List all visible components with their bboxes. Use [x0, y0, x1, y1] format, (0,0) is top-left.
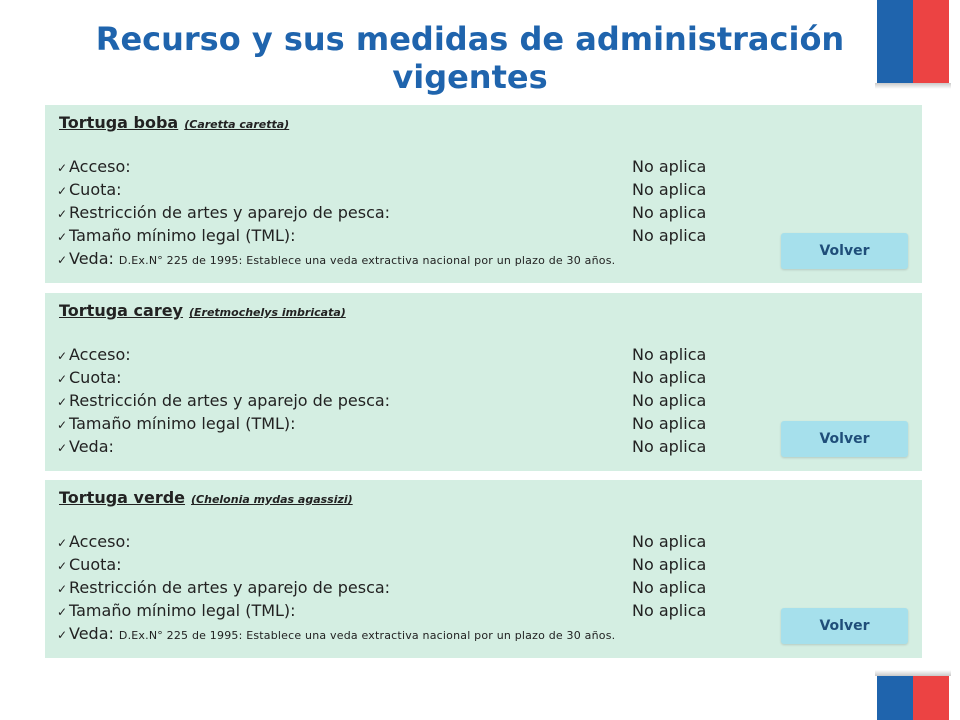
measure-row-veda — [57, 435, 707, 458]
species-panel-tortuga-carey — [45, 293, 922, 471]
measure-value: No aplica — [632, 180, 707, 199]
check-icon: ✓ — [57, 230, 68, 244]
measure-label: Tamaño mínimo legal (TML): — [69, 226, 296, 245]
species-scientific-name: (Eretmochelys imbricata) — [188, 306, 346, 319]
species-scientific-name: (Caretta caretta) — [184, 118, 290, 131]
measure-value: No aplica — [632, 368, 707, 387]
check-icon: ✓ — [57, 559, 68, 573]
veda-note: D.Ex.N° 225 de 1995: Establece una veda extractiva nacional por un plazo de 30 años. — [118, 629, 616, 642]
measure-value: No aplica — [632, 437, 707, 456]
species-title — [59, 488, 353, 507]
volver-button[interactable]: Volver — [781, 608, 908, 644]
measure-label: Veda: — [69, 624, 114, 643]
measure-label: Restricción de artes y aparejo de pesca: — [69, 578, 391, 597]
check-icon: ✓ — [57, 161, 68, 175]
volver-button[interactable]: Volver — [781, 421, 908, 457]
measure-row-tml — [57, 412, 707, 435]
measure-row-cuota — [57, 366, 707, 389]
check-icon: ✓ — [57, 418, 68, 432]
measures-list — [57, 343, 707, 458]
measure-row-tml — [57, 599, 707, 622]
species-scientific-name: (Chelonia mydas agassizi) — [191, 493, 353, 506]
species-title — [59, 113, 289, 132]
measure-row-cuota — [57, 553, 707, 576]
page-title-line-2: vigentes — [392, 58, 548, 96]
volver-button[interactable]: Volver — [781, 233, 908, 269]
measure-value: No aplica — [632, 414, 707, 433]
measure-label: Tamaño mínimo legal (TML): — [69, 601, 296, 620]
measure-label: Cuota: — [69, 180, 122, 199]
check-icon: ✓ — [57, 184, 68, 198]
measure-label: Restricción de artes y aparejo de pesca: — [69, 203, 391, 222]
check-icon: ✓ — [57, 207, 68, 221]
flag-red-stripe — [913, 676, 949, 720]
flag-logo-top — [877, 0, 949, 83]
species-panel-tortuga-boba — [45, 105, 922, 283]
measure-value: No aplica — [632, 555, 707, 574]
measure-row-restriccion — [57, 201, 707, 224]
measure-row-acceso — [57, 530, 707, 553]
flag-shadow-top — [875, 83, 951, 89]
measure-row-cuota — [57, 178, 707, 201]
flag-blue-stripe — [877, 676, 913, 720]
flag-logo-bottom — [877, 676, 949, 720]
measure-value: No aplica — [632, 578, 707, 597]
measure-row-restriccion — [57, 389, 707, 412]
measure-row-acceso — [57, 343, 707, 366]
measure-value: No aplica — [632, 391, 707, 410]
measures-list — [57, 530, 707, 645]
species-common-name: Tortuga boba — [59, 113, 179, 132]
measure-value: No aplica — [632, 203, 707, 222]
measure-row-veda — [57, 622, 615, 645]
species-title — [59, 301, 346, 320]
measure-label: Veda: — [69, 249, 114, 268]
measure-label: Acceso: — [69, 345, 131, 364]
measure-value: No aplica — [632, 601, 707, 620]
measure-row-veda — [57, 247, 615, 270]
check-icon: ✓ — [57, 395, 68, 409]
veda-note: D.Ex.N° 225 de 1995: Establece una veda extractiva nacional por un plazo de 30 años. — [118, 254, 616, 267]
measure-label: Cuota: — [69, 555, 122, 574]
page-title-line-1: Recurso y sus medidas de administración — [95, 20, 845, 58]
measure-value: No aplica — [632, 157, 707, 176]
measure-value: No aplica — [632, 532, 707, 551]
check-icon: ✓ — [57, 253, 68, 267]
measure-label: Cuota: — [69, 368, 122, 387]
species-common-name: Tortuga verde — [59, 488, 186, 507]
measure-label: Veda: — [69, 437, 114, 456]
measure-label: Acceso: — [69, 532, 131, 551]
measures-list — [57, 155, 707, 270]
measure-label: Tamaño mínimo legal (TML): — [69, 414, 296, 433]
page-title — [60, 20, 880, 96]
check-icon: ✓ — [57, 536, 68, 550]
check-icon: ✓ — [57, 628, 68, 642]
species-panel-tortuga-verde — [45, 480, 922, 658]
measure-label: Acceso: — [69, 157, 131, 176]
measure-value: No aplica — [632, 226, 707, 245]
measure-row-tml — [57, 224, 707, 247]
check-icon: ✓ — [57, 372, 68, 386]
check-icon: ✓ — [57, 582, 68, 596]
flag-blue-stripe — [877, 0, 913, 83]
flag-red-stripe — [913, 0, 949, 83]
measure-value: No aplica — [632, 345, 707, 364]
measure-row-acceso — [57, 155, 707, 178]
species-common-name: Tortuga carey — [59, 301, 183, 320]
measure-label: Restricción de artes y aparejo de pesca: — [69, 391, 391, 410]
check-icon: ✓ — [57, 349, 68, 363]
check-icon: ✓ — [57, 441, 68, 455]
measure-row-restriccion — [57, 576, 707, 599]
check-icon: ✓ — [57, 605, 68, 619]
